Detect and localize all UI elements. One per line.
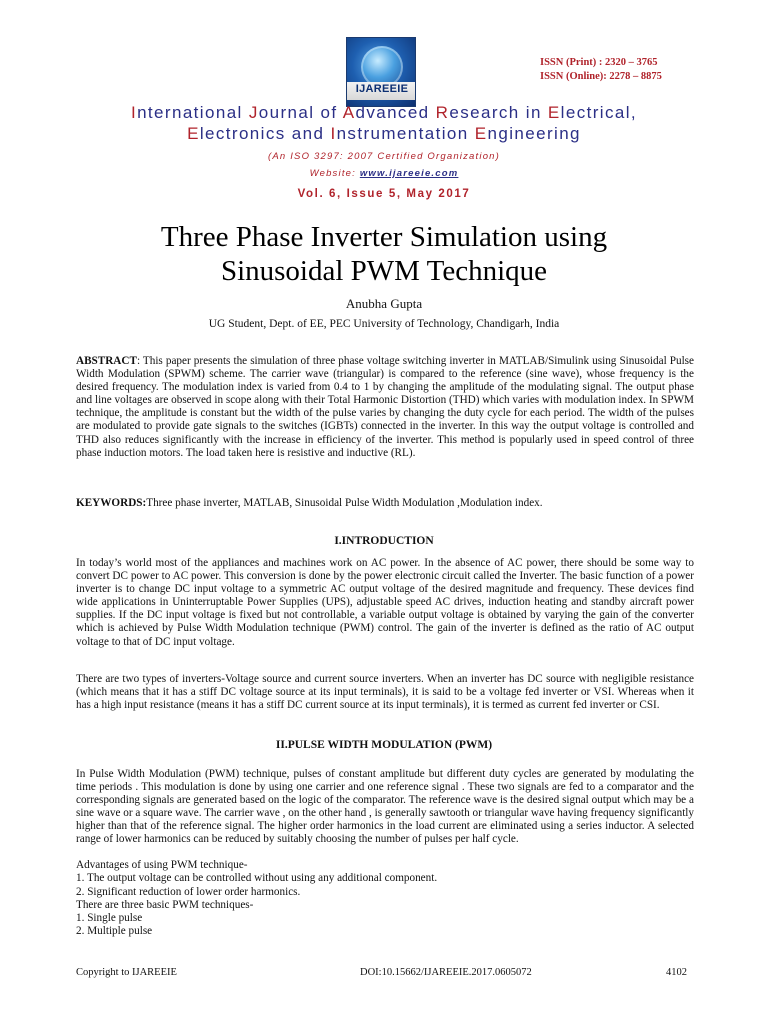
section-heading-introduction: I.INTRODUCTION — [334, 535, 434, 547]
logo-text: IJAREEIE — [355, 83, 409, 95]
volume-issue: Vol. 6, Issue 5, May 2017 — [297, 188, 471, 200]
journal-word-rest: dvanced — [355, 103, 436, 122]
issn-block — [540, 56, 662, 84]
intro-paragraph-1: In today’s world most of the appliances and machines work on AC power. In the absence of AC power, there should be some way to convert DC power to AC power. This conversion is done by the power electronic circuit called the Inverter. The basic function of a power inverter is to change DC input voltage to a symmetric AC output voltage of the desired magnitude and frequency. These devices find wide applications in Uninterruptable Power Supplies (UPS), adjustable speed AC drives, induction heating and standby aircraft power supplies. If the DC input voltage is fixed but not controllable, a variable output voltage is obtained by varying the gain of the converter which is achieved by Pulse Width Modulation technique (PWM) control. The gain of the inverter is defined as the ratio of AC output voltage to that of DC input voltage. — [76, 557, 694, 648]
issn-print: ISSN (Print) : 2320 – 3765 — [540, 57, 658, 68]
abstract-text: : This paper presents the simulation of three phase voltage switching inverter in MATLAB/Simulink using Sinusoidal Pulse Width Modulation (SPWM) scheme. The carrier wave (triangular) is compared to the reference (sine wave), whose frequency is the desired frequency. The modulation index is varied from 0.4 to 1 by changing the amplitude of the modulating signal. The output phase and line voltages are observed in scope along with their Total Harmonic Distortion (THD) which varies with modulation index. In SPWM technique, the amplitude is constant but the width of the pulse varies by changing the duty cycle for each period. The width of the pulses are modulated to provide gate signals to the switches (IGBTs) connected in the inverter. In this way the output voltage is controlled and THD also reduces significantly with the increase in efficiency of the inverter. This method is popularly used in speed control of three phase induction motors. The load taken here is resistive and inductive (RL). — [76, 355, 694, 459]
journal-word-rest: ngineering — [487, 124, 581, 143]
journal-word-cap: E — [547, 103, 561, 122]
journal-word-rest: esearch in — [449, 103, 548, 122]
author-affiliation: UG Student, Dept. of EE, PEC University of Technology, Chandigarh, India — [208, 318, 560, 330]
journal-word-cap: I — [130, 103, 138, 122]
journal-word-cap: E — [187, 124, 200, 143]
journal-word-cap: I — [330, 124, 337, 143]
website-line — [0, 168, 768, 179]
title-line1: Three Phase Inverter Simulation using — [160, 221, 608, 253]
journal-word-rest: nternational — [137, 103, 249, 122]
footer-page-number: 4102 — [666, 967, 687, 978]
journal-logo — [346, 37, 416, 107]
website-link[interactable]: www.ijareeie.com — [359, 168, 459, 179]
keywords-paragraph — [76, 497, 694, 510]
abstract-paragraph — [76, 355, 694, 460]
journal-word-cap: J — [248, 103, 259, 122]
pwm-list — [76, 859, 694, 939]
list-item: 1. The output voltage can be controlled without using any additional component. — [76, 872, 438, 885]
journal-word-rest: lectronics and — [199, 124, 331, 143]
keywords-label: KEYWORDS: — [76, 497, 147, 509]
journal-word-cap: A — [342, 103, 356, 122]
list-item: There are three basic PWM techniques- — [76, 898, 254, 911]
footer-copyright: Copyright to IJAREEIE — [76, 967, 177, 978]
author-name: Anubha Gupta — [345, 296, 423, 311]
intro-paragraph-2: There are two types of inverters-Voltage source and current source inverters. When an inverter has DC source with negligible resistance (which means that it has a stiff DC voltage source at its input terminals), it is said to be a voltage fed inverter or VSI. Whereas when it has a high input resistance (means it has a stiff DC current source at its input terminals), it is termed as current fed inverter or CSI. — [76, 673, 694, 712]
pwm-paragraph-1: In Pulse Width Modulation (PWM) technique, pulses of constant amplitude but different duty cycles are generated by modulating the time periods . This modulation is done by using one carrier and one reference signal . These two signals are fed to a comparator and the corresponding signals are generated based on the logic of the comparator. The reference wave is the desired signal output which may be a sine wave or a square wave. The carrier wave , on the other hand , is generally sawtooth or triangular wave having frequency significantly higher than that of the reference signal. The higher order harmonics in the load current are eliminated using a series inductor. A selected range of lower harmonics can be reduced by suitably choosing the number of pulses per half cycle. — [76, 768, 694, 846]
journal-word-cap: R — [435, 103, 450, 122]
abstract-label: ABSTRACT — [76, 355, 137, 367]
certification-line: (An ISO 3297: 2007 Certified Organization) — [267, 151, 501, 162]
list-item: 2. Significant reduction of lower order harmonics. — [76, 885, 301, 898]
journal-word-rest: lectrical, — [560, 103, 638, 122]
title-line2: Sinusoidal PWM Technique — [220, 255, 548, 287]
issn-online: ISSN (Online): 2278 – 8875 — [540, 71, 662, 82]
list-item: 1. Single pulse — [76, 912, 143, 925]
journal-name-line2 — [0, 124, 768, 144]
journal-word-cap: E — [474, 124, 488, 143]
website-label: Website: — [309, 168, 360, 179]
journal-name-line1 — [0, 103, 768, 123]
paper-title — [0, 220, 768, 288]
keywords-text: Three phase inverter, MATLAB, Sinusoidal Pulse Width Modulation ,Modulation index. — [146, 497, 543, 509]
section-heading-pwm: II.PULSE WIDTH MODULATION (PWM) — [275, 739, 493, 751]
list-item: 2. Multiple pulse — [76, 925, 153, 938]
journal-word-rest: nstrumentation — [336, 124, 475, 143]
footer-doi: DOI:10.15662/IJAREEIE.2017.0605072 — [360, 967, 532, 978]
list-item: Advantages of using PWM technique- — [76, 859, 248, 871]
journal-word-rest: ournal of — [258, 103, 343, 122]
